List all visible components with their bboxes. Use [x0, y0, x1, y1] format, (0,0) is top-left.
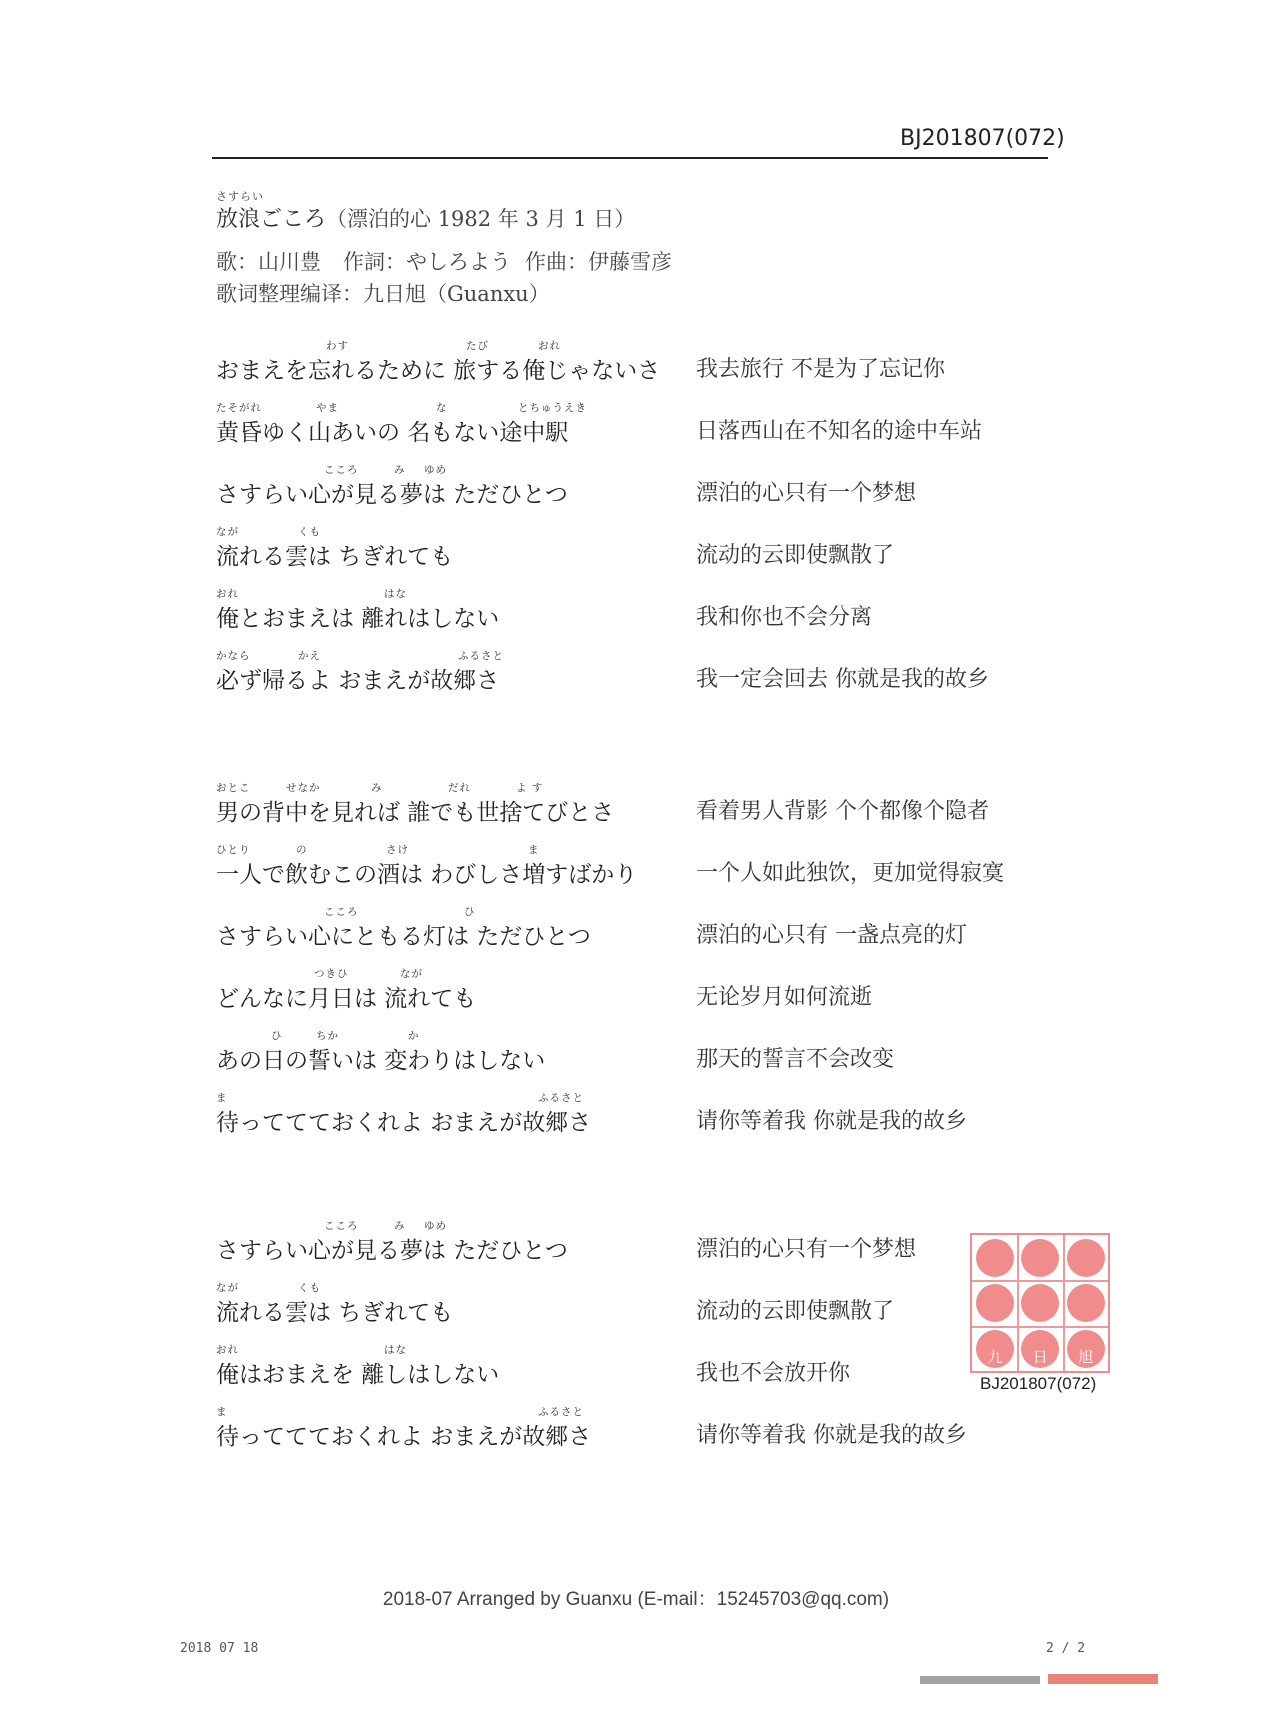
song-title-paren: （漂泊的心 1982 年 3 月 1 日）: [326, 207, 636, 231]
furigana: かなら: [216, 650, 251, 662]
furigana: ちか: [316, 1030, 339, 1042]
furigana: み: [394, 464, 406, 476]
seal-character: 旭: [1078, 1347, 1094, 1366]
japanese-lyric: おまえを忘れるために 旅する俺じゃないさ: [216, 358, 661, 384]
furigana: ま: [216, 1406, 228, 1418]
seal-dot: [976, 1284, 1014, 1322]
furigana: やま: [316, 402, 339, 414]
furigana: ひ: [271, 1030, 283, 1042]
seal-dot: [1067, 1284, 1105, 1322]
furigana: ふるさと: [458, 650, 504, 662]
chinese-translation: 那天的誓言不会改变: [696, 1047, 895, 1072]
furigana: よ す: [516, 782, 544, 794]
header-code: BJ201807(072): [900, 126, 1065, 151]
footer-date: 2018 07 18: [180, 1641, 259, 1656]
furigana: わす: [326, 340, 349, 352]
lyric-line: [216, 966, 1016, 1020]
japanese-lyric: どんなに月日は 流れても: [216, 986, 477, 1012]
credit-composer: 作曲：伊藤雪彦: [525, 250, 672, 274]
header-rule: [212, 157, 1048, 159]
furigana: かえ: [298, 650, 321, 662]
furigana: おとこ: [216, 782, 251, 794]
furigana: ゆめ: [424, 1220, 447, 1232]
credit-singer: 歌：山川豊: [216, 250, 321, 274]
furigana: の: [296, 844, 308, 856]
furigana: おれ: [216, 588, 239, 600]
furigana: こころ: [324, 906, 359, 918]
lyric-line: [216, 842, 1016, 896]
chinese-translation: 我和你也不会分离: [696, 605, 873, 630]
song-title-main: 放浪ごころ: [216, 207, 327, 232]
japanese-lyric: 流れる雲は ちぎれても: [216, 1300, 454, 1326]
seal-stamp: [970, 1233, 1110, 1373]
japanese-lyric: 必ず帰るよ おまえが故郷さ: [216, 668, 500, 694]
lyric-line: [216, 1218, 1016, 1272]
seal-dot: [1021, 1284, 1059, 1322]
japanese-lyric: 俺はおまえを 離しはしない: [216, 1362, 500, 1388]
furigana: くも: [298, 526, 321, 538]
seal-dot: [1021, 1239, 1059, 1277]
chinese-translation: 我也不会放开你: [696, 1361, 851, 1386]
furigana: はな: [384, 588, 407, 600]
footer-credit: 2018-07 Arranged by Guanxu (E-mail：15245703@qq.com): [382, 1589, 890, 1610]
lyric-line: [216, 1090, 1016, 1144]
chinese-translation: 一个人如此独饮，更加觉得寂寞: [696, 861, 1005, 886]
furigana: おれ: [538, 340, 561, 352]
furigana: ふるさと: [538, 1092, 584, 1104]
chinese-translation: 看着男人背影 个个都像个隐者: [696, 799, 989, 824]
furigana: ま: [216, 1092, 228, 1104]
chinese-translation: 我去旅行 不是为了忘记你: [696, 357, 945, 382]
furigana: なが: [216, 526, 239, 538]
chinese-translation: 流动的云即使飘散了: [696, 543, 895, 568]
furigana: なが: [400, 968, 423, 980]
furigana: つきひ: [314, 968, 349, 980]
chinese-translation: 请你等着我 你就是我的故乡: [696, 1423, 967, 1448]
title-ruby: さすらい: [216, 190, 264, 203]
furigana: せなか: [286, 782, 321, 794]
seal-caption: BJ201807(072): [980, 1374, 1097, 1393]
seal-character: 九: [987, 1347, 1003, 1366]
chinese-translation: 日落西山在不知名的途中车站: [696, 419, 983, 444]
japanese-lyric: さすらい心が見る夢は ただひとつ: [216, 482, 568, 508]
japanese-lyric: 流れる雲は ちぎれても: [216, 544, 454, 570]
furigana: たそがれ: [216, 402, 262, 414]
furigana: か: [408, 1030, 420, 1042]
furigana: はな: [384, 1344, 407, 1356]
furigana: さけ: [386, 844, 409, 856]
furigana: だれ: [448, 782, 471, 794]
chinese-translation: 漂泊的心只有一个梦想: [696, 1237, 917, 1262]
lyric-line: [216, 338, 1016, 392]
japanese-lyric: 男の背中を見れば 誰でも世捨てびとさ: [216, 800, 615, 826]
japanese-lyric: さすらい心にともる灯は ただひとつ: [216, 924, 591, 950]
furigana: くも: [298, 1282, 321, 1294]
japanese-lyric: さすらい心が見る夢は ただひとつ: [216, 1238, 568, 1264]
furigana: な: [436, 402, 448, 414]
furigana: み: [371, 782, 383, 794]
furigana: こころ: [324, 1220, 359, 1232]
japanese-lyric: 一人で飲むこの酒は わびしさ増すばかり: [216, 862, 638, 888]
lyric-line: [216, 1404, 1016, 1458]
furigana: み: [394, 1220, 406, 1232]
lyric-line: [216, 586, 1016, 640]
chinese-translation: 我一定会回去 你就是我的故乡: [696, 667, 989, 692]
chinese-translation: 漂泊的心只有一个梦想: [696, 481, 917, 506]
arranger-credit: 歌词整理编译：九日旭（Guanxu）: [216, 282, 550, 306]
lyric-line: [216, 904, 1016, 958]
japanese-lyric: 待っててておくれよ おまえが故郷さ: [216, 1424, 592, 1450]
song-credits: [216, 246, 672, 276]
lyric-line: [216, 1028, 1016, 1082]
seal-dot: [976, 1239, 1014, 1277]
furigana: ふるさと: [538, 1406, 584, 1418]
japanese-lyric: 待っててておくれよ おまえが故郷さ: [216, 1110, 592, 1136]
furigana: ひとり: [216, 844, 251, 856]
lyric-line: [216, 462, 1016, 516]
footer-watermark-strip: [920, 1672, 1200, 1684]
furigana: ま: [528, 844, 540, 856]
chinese-translation: 流动的云即使飘散了: [696, 1299, 895, 1324]
japanese-lyric: 黄昏ゆく山あいの 名もない途中駅: [216, 420, 569, 446]
japanese-lyric: あの日の誓いは 変わりはしない: [216, 1048, 546, 1074]
seal-dot: [1067, 1239, 1105, 1277]
credit-lyricist: 作詞：やしろよう: [343, 250, 511, 274]
lyric-line: [216, 648, 1016, 702]
seal-character: 日: [1032, 1347, 1048, 1366]
chinese-translation: 漂泊的心只有 一盏点亮的灯: [696, 923, 967, 948]
song-title: [216, 202, 635, 233]
lyric-line: [216, 1280, 1016, 1334]
furigana: ゆめ: [424, 464, 447, 476]
furigana: おれ: [216, 1344, 239, 1356]
furigana: こころ: [324, 464, 359, 476]
furigana: ひ: [464, 906, 476, 918]
furigana: とちゅうえき: [518, 402, 587, 414]
chinese-translation: 请你等着我 你就是我的故乡: [696, 1109, 967, 1134]
footer-page-number: 2 / 2: [1046, 1641, 1086, 1656]
lyric-line: [216, 1342, 1016, 1396]
lyric-line: [216, 400, 1016, 454]
chinese-translation: 无论岁月如何流逝: [696, 985, 873, 1010]
furigana: たび: [466, 340, 489, 352]
furigana: なが: [216, 1282, 239, 1294]
lyric-line: [216, 524, 1016, 578]
japanese-lyric: 俺とおまえは 離れはしない: [216, 606, 500, 632]
lyric-line: [216, 780, 1016, 834]
